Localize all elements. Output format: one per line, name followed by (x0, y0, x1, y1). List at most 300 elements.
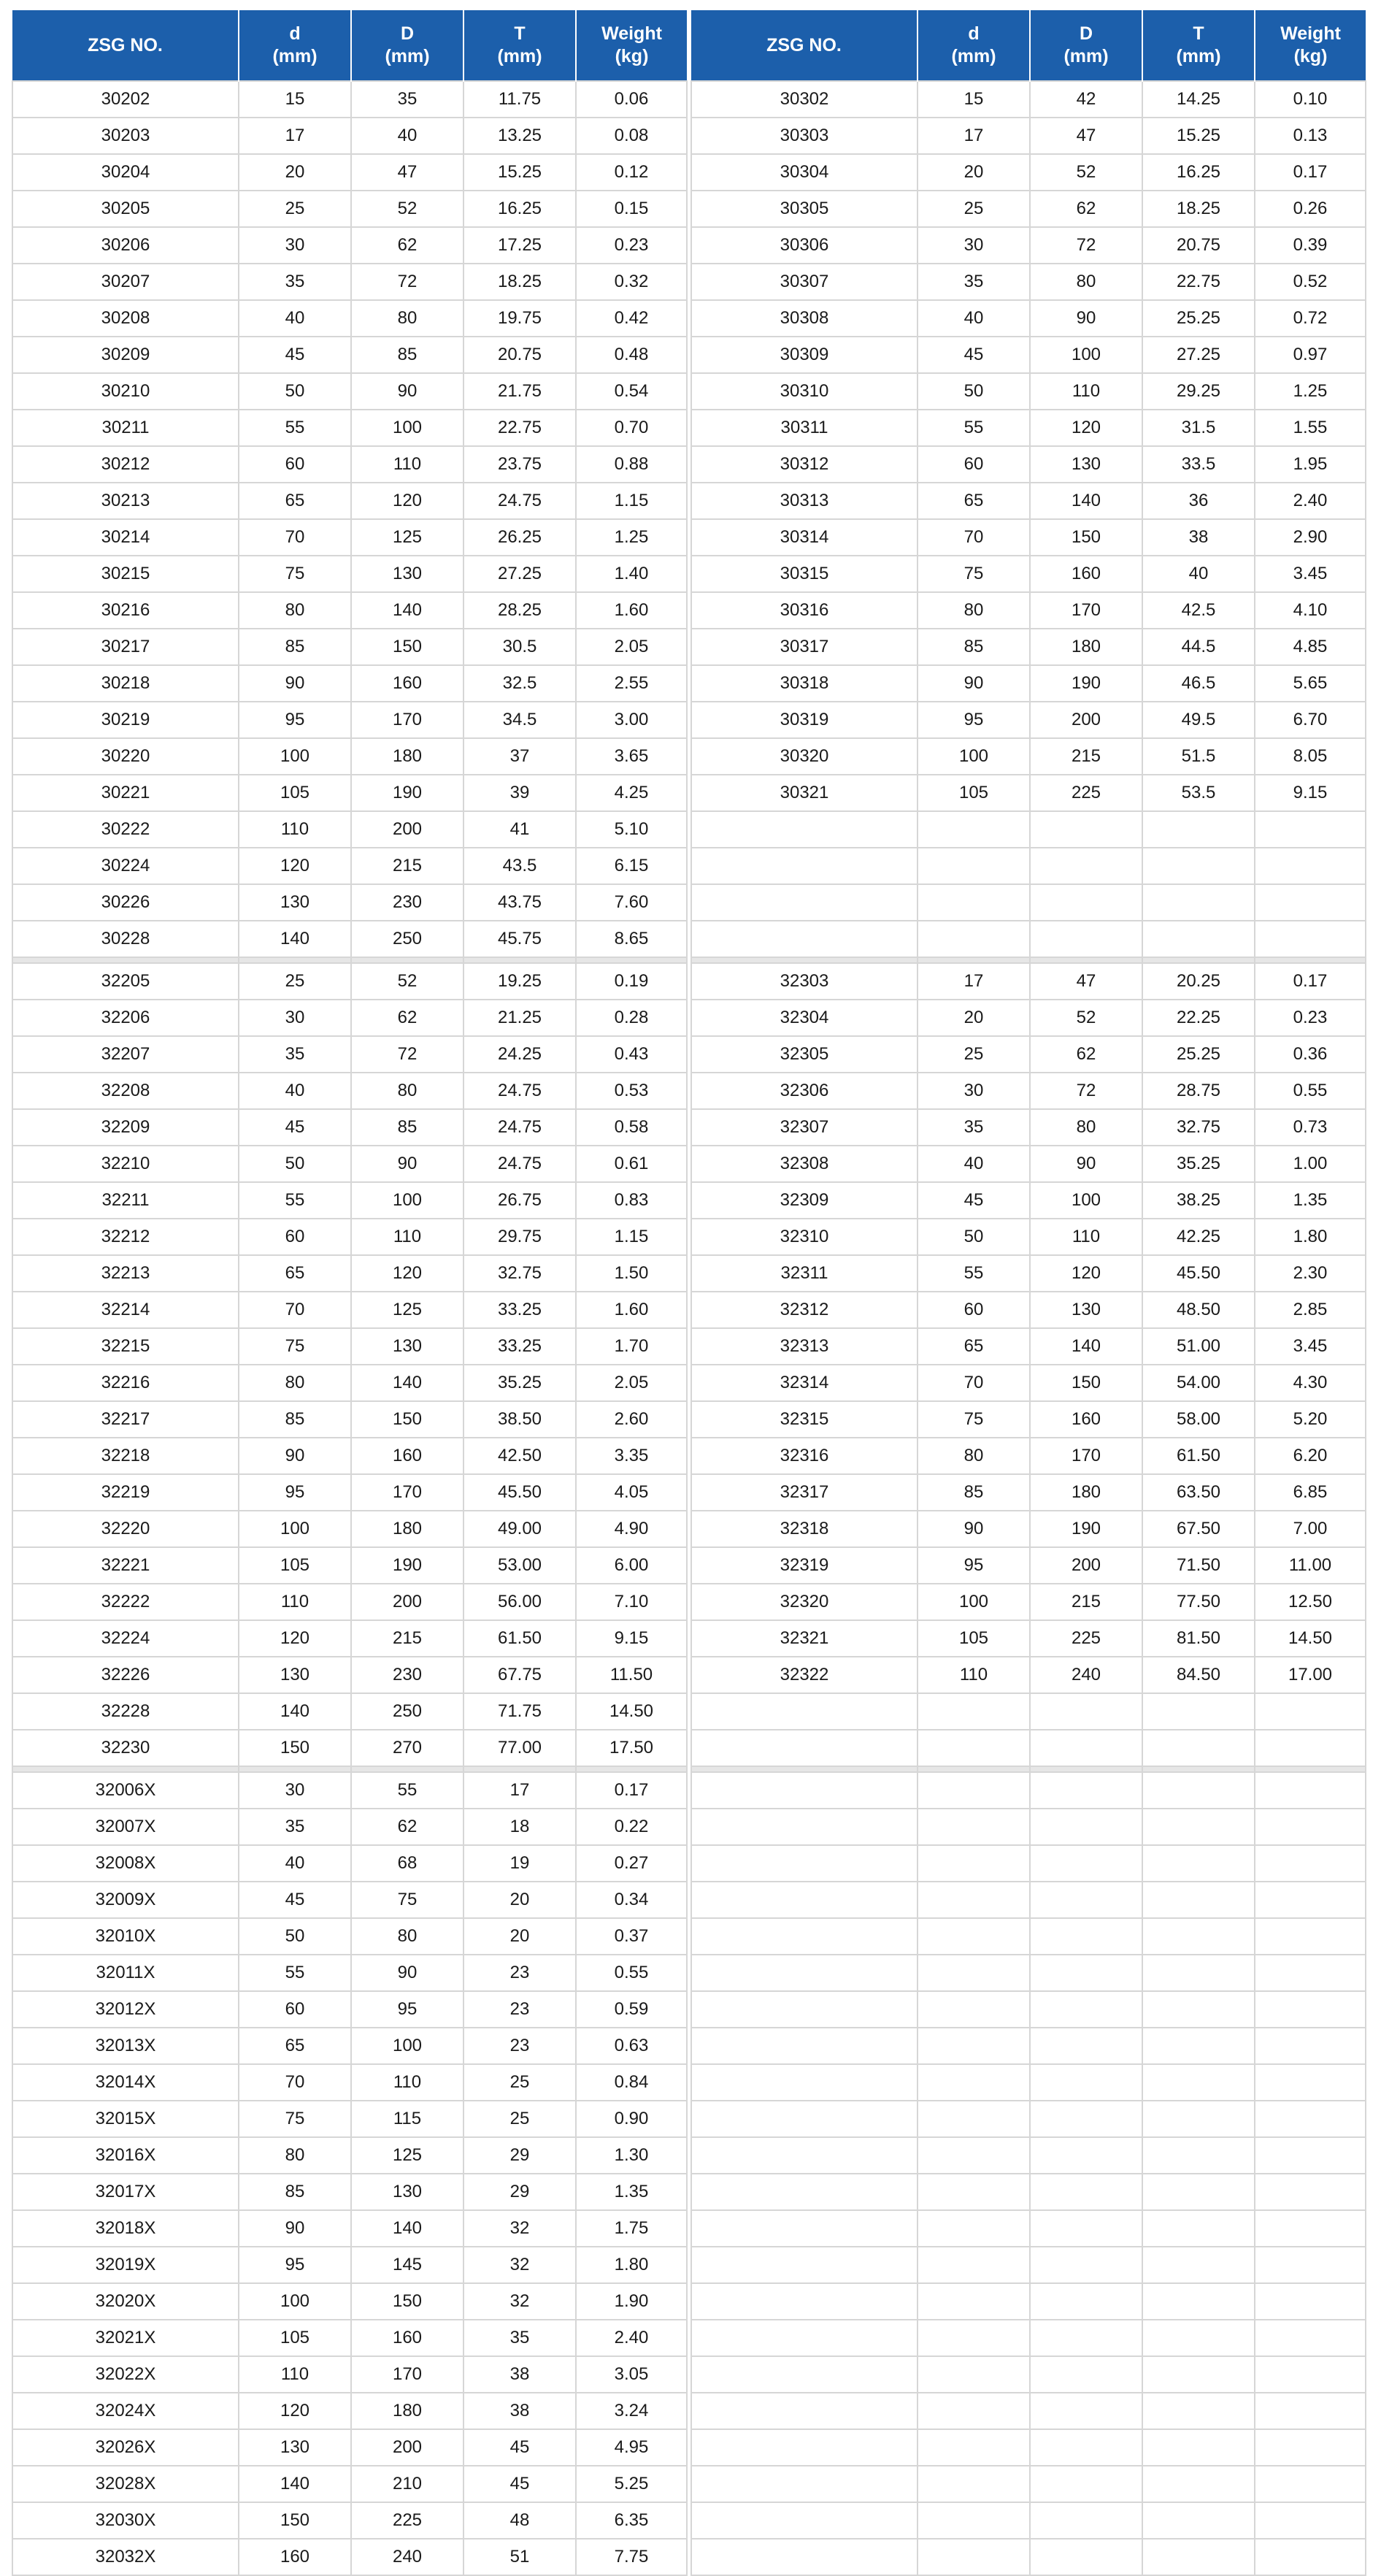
cell-d: 100 (239, 1511, 351, 1547)
separator-cell (1030, 1766, 1142, 1772)
cell-zsg-no: 32028X (12, 2466, 239, 2502)
table-row (691, 629, 1366, 665)
cell-weight: 0.23 (1255, 1000, 1366, 1036)
cell-d: 80 (239, 1365, 351, 1401)
cell-t: 24.75 (463, 1146, 576, 1182)
cell-zsg-no: 30203 (12, 118, 239, 154)
cell-weight: 0.15 (576, 191, 687, 227)
cell-d: 75 (239, 2101, 351, 2137)
cell-outer-d: 90 (1030, 300, 1142, 337)
cell-d: 90 (239, 1438, 351, 1474)
cell-zsg-no: 32007X (12, 1809, 239, 1845)
cell-outer-d: 68 (351, 1845, 463, 1882)
cell-t: 71.75 (463, 1693, 576, 1730)
cell-zsg-no: 32311 (691, 1255, 918, 1292)
cell-zsg-no: 30216 (12, 592, 239, 629)
cell-weight: 4.25 (576, 775, 687, 811)
cell-outer-d: 210 (351, 2466, 463, 2502)
cell-t: 61.50 (1142, 1438, 1255, 1474)
table-row (691, 2466, 1366, 2502)
table-row (691, 2356, 1366, 2393)
table-row (12, 2393, 687, 2429)
table-row (691, 410, 1366, 446)
cell-d: 65 (918, 1328, 1030, 1365)
cell-t: 38 (463, 2393, 576, 2429)
cell-d: 100 (918, 1584, 1030, 1620)
cell-zsg-no: 30212 (12, 446, 239, 483)
cell-weight: 0.72 (1255, 300, 1366, 337)
cell-weight: 0.61 (576, 1146, 687, 1182)
cell-d: 30 (239, 1772, 351, 1809)
cell-outer-d: 200 (351, 2429, 463, 2466)
cell-zsg-no: 30302 (691, 81, 918, 118)
cell-d: 95 (239, 2247, 351, 2283)
cell-zsg-no: 32303 (691, 963, 918, 1000)
cell-t: 33.25 (463, 1328, 576, 1365)
cell-zsg-no (691, 811, 918, 848)
cell-t: 17.25 (463, 227, 576, 264)
cell-weight (1255, 2466, 1366, 2502)
cell-d: 20 (918, 1000, 1030, 1036)
cell-zsg-no (691, 2101, 918, 2137)
cell-outer-d: 110 (1030, 1219, 1142, 1255)
cell-weight: 2.60 (576, 1401, 687, 1438)
cell-zsg-no: 32016X (12, 2137, 239, 2174)
cell-t: 21.25 (463, 1000, 576, 1036)
cell-d: 75 (239, 1328, 351, 1365)
table-row (12, 1730, 687, 1766)
cell-outer-d: 230 (351, 884, 463, 921)
cell-outer-d: 230 (351, 1657, 463, 1693)
cell-d (918, 1955, 1030, 1991)
cell-t: 81.50 (1142, 1620, 1255, 1657)
cell-zsg-no (691, 1809, 918, 1845)
section-separator (12, 957, 687, 963)
cell-zsg-no: 32306 (691, 1073, 918, 1109)
cell-t (1142, 2028, 1255, 2064)
cell-d: 110 (239, 811, 351, 848)
table-row (691, 1146, 1366, 1182)
cell-outer-d: 72 (1030, 227, 1142, 264)
cell-outer-d: 215 (351, 1620, 463, 1657)
table-row (691, 702, 1366, 738)
cell-d: 105 (239, 775, 351, 811)
cell-t: 29.25 (1142, 373, 1255, 410)
cell-outer-d: 200 (1030, 702, 1142, 738)
cell-weight (1255, 2137, 1366, 2174)
cell-t: 38 (463, 2356, 576, 2393)
cell-t: 53.00 (463, 1547, 576, 1584)
cell-outer-d: 180 (351, 738, 463, 775)
cell-outer-d (1030, 1882, 1142, 1918)
cell-d: 75 (918, 556, 1030, 592)
cell-zsg-no (691, 884, 918, 921)
cell-zsg-no: 32032X (12, 2539, 239, 2575)
cell-weight (1255, 848, 1366, 884)
col-header-outer-d: D (mm) (351, 10, 463, 81)
cell-zsg-no: 30218 (12, 665, 239, 702)
cell-weight (1255, 1772, 1366, 1809)
cell-zsg-no: 32226 (12, 1657, 239, 1693)
cell-zsg-no: 32006X (12, 1772, 239, 1809)
cell-outer-d: 72 (351, 264, 463, 300)
cell-weight (1255, 2356, 1366, 2393)
cell-outer-d (1030, 848, 1142, 884)
cell-weight (1255, 2174, 1366, 2210)
table-row (12, 118, 687, 154)
section-separator (691, 1766, 1366, 1772)
cell-t (1142, 2466, 1255, 2502)
table-row (691, 556, 1366, 592)
cell-outer-d: 200 (351, 811, 463, 848)
cell-zsg-no: 30220 (12, 738, 239, 775)
cell-zsg-no: 32026X (12, 2429, 239, 2466)
cell-zsg-no: 30319 (691, 702, 918, 738)
cell-t (1142, 1955, 1255, 1991)
cell-outer-d: 62 (1030, 1036, 1142, 1073)
cell-d: 60 (239, 446, 351, 483)
cell-d: 100 (239, 2283, 351, 2320)
cell-zsg-no (691, 2210, 918, 2247)
separator-cell (691, 957, 918, 963)
cell-outer-d: 160 (1030, 1401, 1142, 1438)
cell-outer-d: 180 (351, 1511, 463, 1547)
cell-weight: 7.00 (1255, 1511, 1366, 1547)
table-row (12, 1401, 687, 1438)
cell-zsg-no: 32316 (691, 1438, 918, 1474)
cell-weight: 1.55 (1255, 410, 1366, 446)
cell-d: 95 (239, 1474, 351, 1511)
cell-weight: 1.40 (576, 556, 687, 592)
cell-t: 46.5 (1142, 665, 1255, 702)
cell-outer-d (1030, 2393, 1142, 2429)
cell-weight: 4.05 (576, 1474, 687, 1511)
separator-cell (1255, 1766, 1366, 1772)
cell-zsg-no: 30306 (691, 227, 918, 264)
cell-zsg-no: 30204 (12, 154, 239, 191)
table-row (12, 1219, 687, 1255)
cell-zsg-no: 30315 (691, 556, 918, 592)
cell-zsg-no: 32010X (12, 1918, 239, 1955)
cell-weight: 0.63 (576, 2028, 687, 2064)
cell-d: 95 (918, 1547, 1030, 1584)
cell-weight: 11.00 (1255, 1547, 1366, 1584)
cell-outer-d: 80 (1030, 1109, 1142, 1146)
cell-zsg-no: 32030X (12, 2502, 239, 2539)
cell-d: 45 (239, 1109, 351, 1146)
cell-t: 13.25 (463, 118, 576, 154)
cell-t (1142, 2320, 1255, 2356)
table-row (691, 2283, 1366, 2320)
cell-zsg-no: 32011X (12, 1955, 239, 1991)
table-row (12, 1809, 687, 1845)
cell-d: 140 (239, 921, 351, 957)
cell-t (1142, 1918, 1255, 1955)
cell-d: 15 (239, 81, 351, 118)
table-row (12, 2320, 687, 2356)
cell-zsg-no: 30219 (12, 702, 239, 738)
table-row (12, 963, 687, 1000)
cell-t (1142, 1845, 1255, 1882)
cell-t: 44.5 (1142, 629, 1255, 665)
cell-t: 25 (463, 2064, 576, 2101)
cell-zsg-no (691, 2393, 918, 2429)
cell-outer-d: 240 (351, 2539, 463, 2575)
cell-outer-d: 120 (351, 483, 463, 519)
cell-zsg-no (691, 2356, 918, 2393)
cell-outer-d (1030, 2502, 1142, 2539)
cell-outer-d (1030, 1809, 1142, 1845)
cell-t: 25.25 (1142, 300, 1255, 337)
cell-t: 32.5 (463, 665, 576, 702)
separator-cell (1142, 957, 1255, 963)
cell-outer-d: 170 (1030, 1438, 1142, 1474)
cell-d: 20 (239, 154, 351, 191)
cell-outer-d: 100 (351, 1182, 463, 1219)
cell-weight: 0.13 (1255, 118, 1366, 154)
cell-d: 160 (239, 2539, 351, 2575)
cell-t: 18 (463, 1809, 576, 1845)
cell-weight: 5.20 (1255, 1401, 1366, 1438)
cell-zsg-no (691, 2174, 918, 2210)
cell-zsg-no: 32017X (12, 2174, 239, 2210)
cell-zsg-no: 32013X (12, 2028, 239, 2064)
cell-outer-d: 90 (351, 1955, 463, 1991)
cell-weight: 1.70 (576, 1328, 687, 1365)
cell-d (918, 2101, 1030, 2137)
cell-t: 20.75 (1142, 227, 1255, 264)
cell-weight: 0.55 (576, 1955, 687, 1991)
cell-outer-d: 140 (351, 1365, 463, 1401)
cell-outer-d: 200 (1030, 1547, 1142, 1584)
bearing-spec-tables (12, 10, 1366, 2576)
cell-outer-d: 47 (1030, 963, 1142, 1000)
cell-weight: 6.35 (576, 2502, 687, 2539)
cell-zsg-no (691, 1955, 918, 1991)
cell-weight: 2.40 (576, 2320, 687, 2356)
cell-outer-d: 225 (351, 2502, 463, 2539)
table-row (12, 81, 687, 118)
cell-weight: 0.17 (1255, 963, 1366, 1000)
col-header-zsg-no: ZSG NO. (12, 10, 239, 81)
cell-zsg-no: 30213 (12, 483, 239, 519)
cell-outer-d: 170 (1030, 592, 1142, 629)
cell-zsg-no: 32305 (691, 1036, 918, 1073)
table-row (691, 1438, 1366, 1474)
cell-t (1142, 1693, 1255, 1730)
cell-zsg-no: 32315 (691, 1401, 918, 1438)
cell-weight: 0.52 (1255, 264, 1366, 300)
cell-t: 20.75 (463, 337, 576, 373)
cell-zsg-no: 32313 (691, 1328, 918, 1365)
cell-weight: 6.00 (576, 1547, 687, 1584)
cell-weight: 2.40 (1255, 483, 1366, 519)
cell-weight: 1.60 (576, 592, 687, 629)
cell-weight: 0.43 (576, 1036, 687, 1073)
cell-zsg-no: 32215 (12, 1328, 239, 1365)
cell-d: 70 (239, 2064, 351, 2101)
separator-cell (918, 1766, 1030, 1772)
table-row (12, 1882, 687, 1918)
cell-zsg-no: 32213 (12, 1255, 239, 1292)
cell-t (1142, 2429, 1255, 2466)
cell-d: 90 (918, 665, 1030, 702)
cell-outer-d: 180 (1030, 629, 1142, 665)
cell-t: 22.75 (1142, 264, 1255, 300)
cell-t: 27.25 (463, 556, 576, 592)
cell-weight (1255, 2210, 1366, 2247)
cell-weight: 3.65 (576, 738, 687, 775)
table-row (691, 1255, 1366, 1292)
cell-d: 110 (239, 2356, 351, 2393)
cell-t (1142, 2137, 1255, 2174)
cell-d (918, 2393, 1030, 2429)
cell-t: 33.5 (1142, 446, 1255, 483)
table-row (12, 191, 687, 227)
cell-zsg-no (691, 1991, 918, 2028)
cell-weight (1255, 1809, 1366, 1845)
cell-outer-d: 110 (351, 446, 463, 483)
table-row (691, 191, 1366, 227)
cell-d: 150 (239, 1730, 351, 1766)
cell-d: 35 (918, 264, 1030, 300)
table-row (691, 227, 1366, 264)
table-row (12, 702, 687, 738)
cell-d (918, 1918, 1030, 1955)
cell-outer-d: 190 (1030, 1511, 1142, 1547)
table-row (691, 1991, 1366, 2028)
cell-weight: 6.85 (1255, 1474, 1366, 1511)
cell-zsg-no: 32205 (12, 963, 239, 1000)
cell-t: 20.25 (1142, 963, 1255, 1000)
cell-t: 26.75 (463, 1182, 576, 1219)
cell-d: 120 (239, 1620, 351, 1657)
table-row (691, 963, 1366, 1000)
cell-outer-d: 130 (1030, 1292, 1142, 1328)
cell-t: 51 (463, 2539, 576, 2575)
cell-t: 35.25 (463, 1365, 576, 1401)
cell-t: 30.5 (463, 629, 576, 665)
cell-zsg-no: 30316 (691, 592, 918, 629)
col-header-zsg-no: ZSG NO. (691, 10, 918, 81)
cell-t: 21.75 (463, 373, 576, 410)
cell-outer-d: 85 (351, 337, 463, 373)
cell-outer-d (1030, 2028, 1142, 2064)
cell-weight (1255, 2502, 1366, 2539)
cell-t: 32.75 (1142, 1109, 1255, 1146)
cell-zsg-no: 32207 (12, 1036, 239, 1073)
cell-zsg-no: 32221 (12, 1547, 239, 1584)
cell-weight (1255, 1918, 1366, 1955)
cell-t: 77.00 (463, 1730, 576, 1766)
cell-t: 31.5 (1142, 410, 1255, 446)
cell-weight: 4.95 (576, 2429, 687, 2466)
cell-t: 23 (463, 1991, 576, 2028)
cell-zsg-no: 32210 (12, 1146, 239, 1182)
cell-zsg-no (691, 1918, 918, 1955)
cell-zsg-no (691, 2320, 918, 2356)
cell-t: 61.50 (463, 1620, 576, 1657)
cell-weight: 5.10 (576, 811, 687, 848)
table-row (12, 483, 687, 519)
cell-d: 50 (918, 373, 1030, 410)
cell-outer-d (1030, 884, 1142, 921)
cell-weight: 5.25 (576, 2466, 687, 2502)
cell-outer-d: 250 (351, 1693, 463, 1730)
cell-t: 32 (463, 2247, 576, 2283)
cell-d: 70 (918, 1365, 1030, 1401)
table-row (691, 1547, 1366, 1584)
cell-outer-d: 100 (1030, 337, 1142, 373)
table-row (691, 519, 1366, 556)
table-row (12, 1511, 687, 1547)
table-row (691, 1036, 1366, 1073)
cell-outer-d: 215 (1030, 1584, 1142, 1620)
table-row (12, 921, 687, 957)
cell-zsg-no: 32209 (12, 1109, 239, 1146)
cell-weight (1255, 2247, 1366, 2283)
table-row (691, 81, 1366, 118)
cell-outer-d: 150 (351, 629, 463, 665)
cell-weight (1255, 2283, 1366, 2320)
cell-t: 27.25 (1142, 337, 1255, 373)
table-row (12, 848, 687, 884)
cell-d: 105 (239, 1547, 351, 1584)
cell-outer-d: 130 (1030, 446, 1142, 483)
cell-t: 49.00 (463, 1511, 576, 1547)
cell-outer-d: 55 (351, 1772, 463, 1809)
cell-weight (1255, 1955, 1366, 1991)
cell-outer-d (1030, 2174, 1142, 2210)
table-row (691, 1845, 1366, 1882)
cell-weight: 0.23 (576, 227, 687, 264)
cell-zsg-no: 32320 (691, 1584, 918, 1620)
cell-d (918, 2028, 1030, 2064)
cell-zsg-no: 32009X (12, 1882, 239, 1918)
cell-zsg-no: 32228 (12, 1693, 239, 1730)
table-row (691, 2064, 1366, 2101)
cell-zsg-no (691, 2466, 918, 2502)
table-row (691, 373, 1366, 410)
table-row (12, 2356, 687, 2393)
table-row (691, 884, 1366, 921)
cell-t: 11.75 (463, 81, 576, 118)
cell-weight: 9.15 (576, 1620, 687, 1657)
cell-t (1142, 2210, 1255, 2247)
cell-t: 54.00 (1142, 1365, 1255, 1401)
cell-outer-d: 40 (351, 118, 463, 154)
table-row (12, 811, 687, 848)
cell-t: 36 (1142, 483, 1255, 519)
cell-t: 34.5 (463, 702, 576, 738)
cell-t: 43.75 (463, 884, 576, 921)
cell-outer-d: 190 (1030, 665, 1142, 702)
cell-weight: 0.88 (576, 446, 687, 483)
cell-weight: 1.80 (1255, 1219, 1366, 1255)
cell-outer-d: 140 (351, 2210, 463, 2247)
cell-d: 100 (239, 738, 351, 775)
cell-t: 22.25 (1142, 1000, 1255, 1036)
cell-d: 80 (918, 592, 1030, 629)
cell-t: 37 (463, 738, 576, 775)
cell-d: 35 (918, 1109, 1030, 1146)
cell-t: 17 (463, 1772, 576, 1809)
cell-t: 25.25 (1142, 1036, 1255, 1073)
cell-d: 45 (239, 337, 351, 373)
cell-d: 90 (239, 665, 351, 702)
cell-zsg-no (691, 2502, 918, 2539)
cell-zsg-no: 30202 (12, 81, 239, 118)
